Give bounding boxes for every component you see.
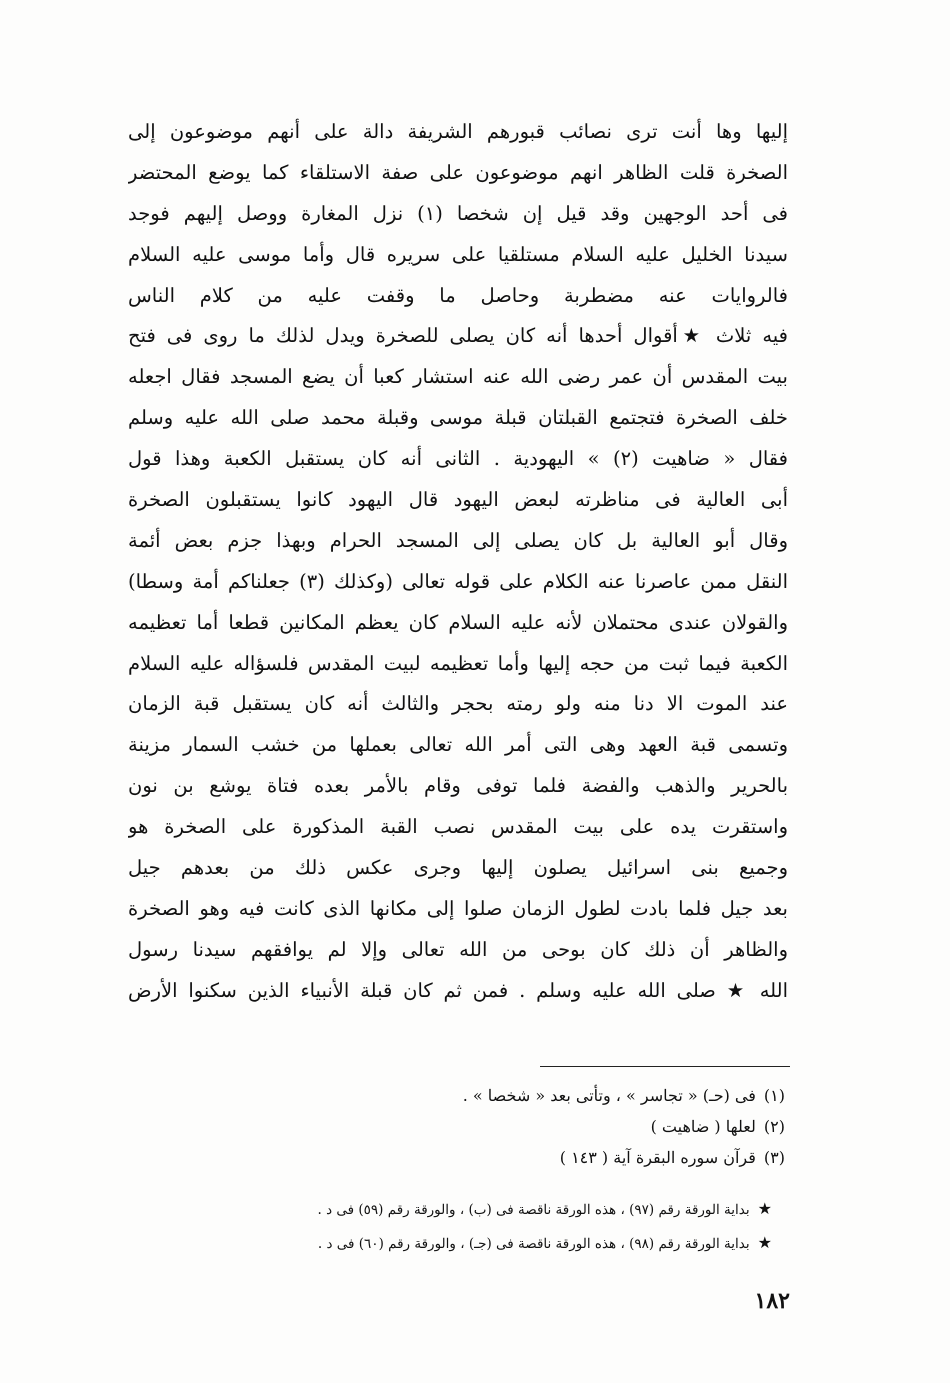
manuscript-note-1 (160, 1192, 772, 1226)
star-icon: ★ (757, 1233, 772, 1252)
footnote-number: (١) (763, 1086, 785, 1105)
manuscript-note-2 (160, 1226, 772, 1260)
text-line-17: بالحرير والذهب والفضة فلما توفى وقام بالأمر بعده فتاة يوشع بن نون (128, 774, 788, 798)
text-line-6: فيه ثلاث ★أقوال أحدها أنه كان يصلى للصخرة ويدل لذلك ما روى فى فتح (128, 324, 788, 348)
footnote-number: (٢) (763, 1117, 785, 1136)
text-line-9: فقال « ضاهيت (٢) » اليهودية . الثانى أنه كان يستقبل الكعبة وهذا قول (128, 447, 788, 471)
footnote-separator (540, 1066, 790, 1067)
text-line-19: وجميع بنى اسرائيل يصلون إليها وجرى عكس ذلك من بعدهم جيل (128, 856, 788, 880)
footnote-text: فى (حـ) « تجاسر » ، وتأتى بعد « شخصا » . (462, 1086, 756, 1105)
footnote-2 (300, 1111, 785, 1142)
manuscript-note-text: بداية الورقة رقم (٩٧) ، هذه الورقة ناقصة فى (ب) ، والورقة رقم (٥٩) فى د . (317, 1202, 750, 1218)
footnote-1 (300, 1080, 785, 1111)
footnote-text: لعلها ( ضاهيت ) (650, 1117, 756, 1136)
footnote-number: (٣) (763, 1148, 785, 1167)
text-line-7: بيت المقدس أن عمر رضى الله عنه استشار كعبا أن يضع المسجد فقال اجعله (128, 365, 788, 389)
text-line-13: والقولان عندى محتملان لأنه عليه السلام كان يعظم المكانين قطعا أما تعظيمه (128, 610, 788, 634)
text-line-14: الكعبة فيما ثبت من حجه إليها وأما تعظيمه لبيت المقدس فلسؤاله عليه السلام (128, 651, 788, 675)
text-line-1: إليها وها أنت ترى نصائب قبورهم الشريفة دالة على أنهم موضوعون إلى (128, 120, 788, 143)
text-line-10: أبى العالية فى مناظرته لبعض اليهود قال اليهود كانوا يستقبلون الصخرة (128, 488, 788, 512)
text-line-5: فالروايات عنه مضطربة وحاصل ما وقفت عليه من كلام الناس (128, 283, 788, 307)
text-line-20: بعد جيل فلما بادت لطول الزمان صلوا إلى مكانها الذى كانت فيه وهو الصخرة (128, 896, 788, 920)
footnotes (300, 1080, 785, 1173)
star-icon: ★ (757, 1199, 772, 1218)
text-line-8: خلف الصخرة فتجتمع القبلتان قبلة موسى وقبلة محمد صلى الله عليه وسلم (128, 406, 788, 430)
page-number: ١٨٢ (754, 1288, 790, 1314)
text-line-12: النقل ممن عاصرنا عنه الكلام على قوله تعالى (وكذلك (٣) جعلناكم أمة وسطا) (128, 569, 788, 593)
footnote-text: قرآن سوره البقرة آية ( ١٤٣ ) (559, 1148, 756, 1167)
manuscript-note-text: بداية الورقة رقم (٩٨) ، هذه الورقة ناقصة فى (جـ) ، والورقة رقم (٦٠) فى د . (317, 1236, 750, 1252)
text-line-21: والظاهر أن ذلك كان بوحى من الله تعالى وإلا لم يوافقهم سيدنا رسول (128, 937, 788, 961)
text-line-2: الصخرة قلت الظاهر انهم موضوعون على صفة الاستلقاء كما يوضع المحتضر (128, 160, 788, 184)
text-line-15: عند الموت الا دنا منه ولو رمته بحجر والثالث أنه كان يستقبل قبة الزمان (128, 692, 788, 716)
text-line-18: واستقرت يده على بيت المقدس نصب القبة المذكورة على الصخرة هو (128, 815, 788, 839)
text-line-3: فى أحد الوجهين وقد قيل إن شخصا (١) نزل المغارة ووصل إليهم فوجد (128, 201, 788, 225)
text-line-16: وتسمى قبة العهد وهى التى أمر الله تعالى بعملها من خشب السمار مزينة (128, 733, 788, 757)
text-line-22: الله ★ صلى الله عليه وسلم . فمن ثم كان قبلة الأنبياء الذين سكنوا الأرض (128, 978, 788, 1002)
footnote-3 (300, 1142, 785, 1173)
main-text-block (128, 112, 788, 1012)
text-line-11: وقال أبو العالية بل كان يصلى إلى المسجد الحرام وبهذا جزم بعض أئمة (128, 528, 788, 552)
text-line-4: سيدنا الخليل عليه السلام مستلقيا على سريره قال وأما موسى عليه السلام (128, 242, 788, 266)
manuscript-notes (160, 1192, 772, 1260)
